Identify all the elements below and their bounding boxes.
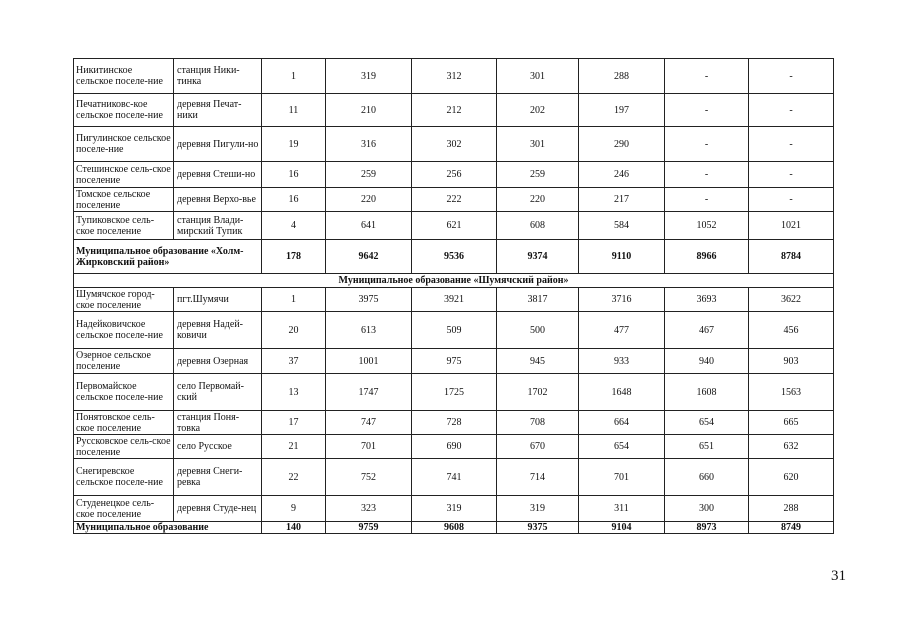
admin-center-cell: деревня Снеги-ревка (174, 459, 262, 496)
table-row (74, 212, 834, 240)
value-cell: 319 (497, 496, 579, 522)
value-cell: 197 (579, 94, 665, 127)
value-cell: - (665, 188, 749, 212)
value-cell: 747 (326, 411, 412, 435)
value-cell: 3921 (412, 288, 497, 312)
value-cell: - (749, 59, 834, 94)
value-cell: 220 (326, 188, 412, 212)
admin-center-cell: деревня Пигули-но (174, 127, 262, 162)
value-cell: 467 (665, 312, 749, 349)
value-cell: 940 (665, 349, 749, 374)
total-value-cell: 9642 (326, 240, 412, 274)
value-cell: 22 (262, 459, 326, 496)
value-cell: 301 (497, 127, 579, 162)
value-cell: 728 (412, 411, 497, 435)
value-cell: 210 (326, 94, 412, 127)
value-cell: 17 (262, 411, 326, 435)
value-cell: 1 (262, 288, 326, 312)
value-cell: 654 (579, 435, 665, 459)
value-cell: 3975 (326, 288, 412, 312)
value-cell: 701 (326, 435, 412, 459)
settlement-name-cell: Озерное сельское поселение (74, 349, 174, 374)
value-cell: 11 (262, 94, 326, 127)
value-cell: 302 (412, 127, 497, 162)
value-cell: 654 (665, 411, 749, 435)
value-cell: 1001 (326, 349, 412, 374)
value-cell: 259 (497, 162, 579, 188)
value-cell: 217 (579, 188, 665, 212)
value-cell: 456 (749, 312, 834, 349)
value-cell: 714 (497, 459, 579, 496)
value-cell: 256 (412, 162, 497, 188)
value-cell: 608 (497, 212, 579, 240)
admin-center-cell: пгт.Шумячи (174, 288, 262, 312)
value-cell: 1725 (412, 374, 497, 411)
value-cell: 903 (749, 349, 834, 374)
admin-center-cell: деревня Студе-нец (174, 496, 262, 522)
admin-center-cell: деревня Стеши-но (174, 162, 262, 188)
total-value-cell: 9759 (326, 522, 412, 534)
value-cell: 741 (412, 459, 497, 496)
value-cell: 316 (326, 127, 412, 162)
total-value-cell: 9608 (412, 522, 497, 534)
value-cell: 701 (579, 459, 665, 496)
table-row (74, 411, 834, 435)
admin-center-cell: деревня Озерная (174, 349, 262, 374)
value-cell: 3817 (497, 288, 579, 312)
value-cell: 222 (412, 188, 497, 212)
section-title: Муниципальное образование «Шумячский район» (74, 274, 834, 288)
table-row (74, 349, 834, 374)
total-value-cell: 8973 (665, 522, 749, 534)
value-cell: 620 (749, 459, 834, 496)
value-cell: 319 (412, 496, 497, 522)
value-cell: 641 (326, 212, 412, 240)
value-cell: 19 (262, 127, 326, 162)
value-cell: - (665, 162, 749, 188)
value-cell: - (749, 162, 834, 188)
section-header-row (74, 274, 834, 288)
value-cell: 300 (665, 496, 749, 522)
settlement-name-cell: Пигулинское сельское поселе-ние (74, 127, 174, 162)
value-cell: 660 (665, 459, 749, 496)
value-cell: 37 (262, 349, 326, 374)
value-cell: 212 (412, 94, 497, 127)
value-cell: 220 (497, 188, 579, 212)
value-cell: 1702 (497, 374, 579, 411)
table-row (74, 94, 834, 127)
value-cell: 20 (262, 312, 326, 349)
value-cell: - (749, 127, 834, 162)
total-value-cell: 140 (262, 522, 326, 534)
settlement-name-cell: Стешинское сель-ское поселение (74, 162, 174, 188)
value-cell: 477 (579, 312, 665, 349)
total-row (74, 240, 834, 274)
settlement-name-cell: Первомайское сельское поселе-ние (74, 374, 174, 411)
value-cell: 613 (326, 312, 412, 349)
total-value-cell: 8966 (665, 240, 749, 274)
value-cell: 933 (579, 349, 665, 374)
table-row (74, 435, 834, 459)
value-cell: 1648 (579, 374, 665, 411)
table-row (74, 374, 834, 411)
total-value-cell: 9104 (579, 522, 665, 534)
settlement-name-cell: Надейковичское сельское поселе-ние (74, 312, 174, 349)
admin-center-cell: село Русское (174, 435, 262, 459)
value-cell: 670 (497, 435, 579, 459)
admin-center-cell: село Первомай-ский (174, 374, 262, 411)
table-row (74, 288, 834, 312)
value-cell: 621 (412, 212, 497, 240)
value-cell: 202 (497, 94, 579, 127)
value-cell: 9 (262, 496, 326, 522)
page-number: 31 (831, 568, 846, 584)
admin-center-cell: деревня Верхо-вье (174, 188, 262, 212)
settlement-name-cell: Руссковское сель-ское поселение (74, 435, 174, 459)
value-cell: 323 (326, 496, 412, 522)
value-cell: 509 (412, 312, 497, 349)
value-cell: 500 (497, 312, 579, 349)
value-cell: 1563 (749, 374, 834, 411)
table-row (74, 312, 834, 349)
value-cell: 1 (262, 59, 326, 94)
total-value-cell: 8749 (749, 522, 834, 534)
total-value-cell: 9374 (497, 240, 579, 274)
table-body (74, 59, 834, 534)
value-cell: - (665, 94, 749, 127)
value-cell: - (665, 59, 749, 94)
value-cell: 246 (579, 162, 665, 188)
table-row (74, 127, 834, 162)
settlement-name-cell: Печатниковс-кое сельское поселе-ние (74, 94, 174, 127)
settlement-name-cell: Шумячское город-ское поселение (74, 288, 174, 312)
total-row (74, 522, 834, 534)
value-cell: - (665, 127, 749, 162)
value-cell: 3693 (665, 288, 749, 312)
total-label-cell: Муниципальное образование (74, 522, 262, 534)
value-cell: 632 (749, 435, 834, 459)
value-cell: 752 (326, 459, 412, 496)
value-cell: 3622 (749, 288, 834, 312)
value-cell: 1021 (749, 212, 834, 240)
table-row (74, 59, 834, 94)
value-cell: 312 (412, 59, 497, 94)
value-cell: 1608 (665, 374, 749, 411)
total-value-cell: 9536 (412, 240, 497, 274)
value-cell: 3716 (579, 288, 665, 312)
value-cell: 288 (749, 496, 834, 522)
admin-center-cell: станция Ники-тинка (174, 59, 262, 94)
value-cell: 13 (262, 374, 326, 411)
value-cell: 288 (579, 59, 665, 94)
value-cell: 311 (579, 496, 665, 522)
value-cell: 945 (497, 349, 579, 374)
table-row (74, 459, 834, 496)
settlement-name-cell: Никитинское сельское поселе-ние (74, 59, 174, 94)
value-cell: - (749, 94, 834, 127)
value-cell: - (749, 188, 834, 212)
value-cell: 301 (497, 59, 579, 94)
settlement-name-cell: Понятовское сель-ское поселение (74, 411, 174, 435)
value-cell: 690 (412, 435, 497, 459)
total-value-cell: 8784 (749, 240, 834, 274)
table-row (74, 496, 834, 522)
total-label-cell: Муниципальное образование «Холм-Жирковский район» (74, 240, 262, 274)
admin-center-cell: станция Влади-мирский Тупик (174, 212, 262, 240)
value-cell: 664 (579, 411, 665, 435)
total-value-cell: 178 (262, 240, 326, 274)
value-cell: 665 (749, 411, 834, 435)
value-cell: 16 (262, 188, 326, 212)
table-row (74, 162, 834, 188)
total-value-cell: 9110 (579, 240, 665, 274)
total-value-cell: 9375 (497, 522, 579, 534)
value-cell: 708 (497, 411, 579, 435)
settlement-name-cell: Снегиревское сельское поселе-ние (74, 459, 174, 496)
value-cell: 651 (665, 435, 749, 459)
settlement-name-cell: Томское сельское поселение (74, 188, 174, 212)
settlement-name-cell: Тупиковское сель-ское поселение (74, 212, 174, 240)
value-cell: 319 (326, 59, 412, 94)
settlement-name-cell: Студенецкое сель-ское поселение (74, 496, 174, 522)
value-cell: 1747 (326, 374, 412, 411)
value-cell: 975 (412, 349, 497, 374)
value-cell: 1052 (665, 212, 749, 240)
admin-center-cell: деревня Печат-ники (174, 94, 262, 127)
value-cell: 21 (262, 435, 326, 459)
value-cell: 16 (262, 162, 326, 188)
value-cell: 4 (262, 212, 326, 240)
value-cell: 584 (579, 212, 665, 240)
table-row (74, 188, 834, 212)
value-cell: 290 (579, 127, 665, 162)
admin-center-cell: деревня Надей-ковичи (174, 312, 262, 349)
admin-center-cell: станция Поня-товка (174, 411, 262, 435)
population-table (73, 58, 834, 534)
value-cell: 259 (326, 162, 412, 188)
